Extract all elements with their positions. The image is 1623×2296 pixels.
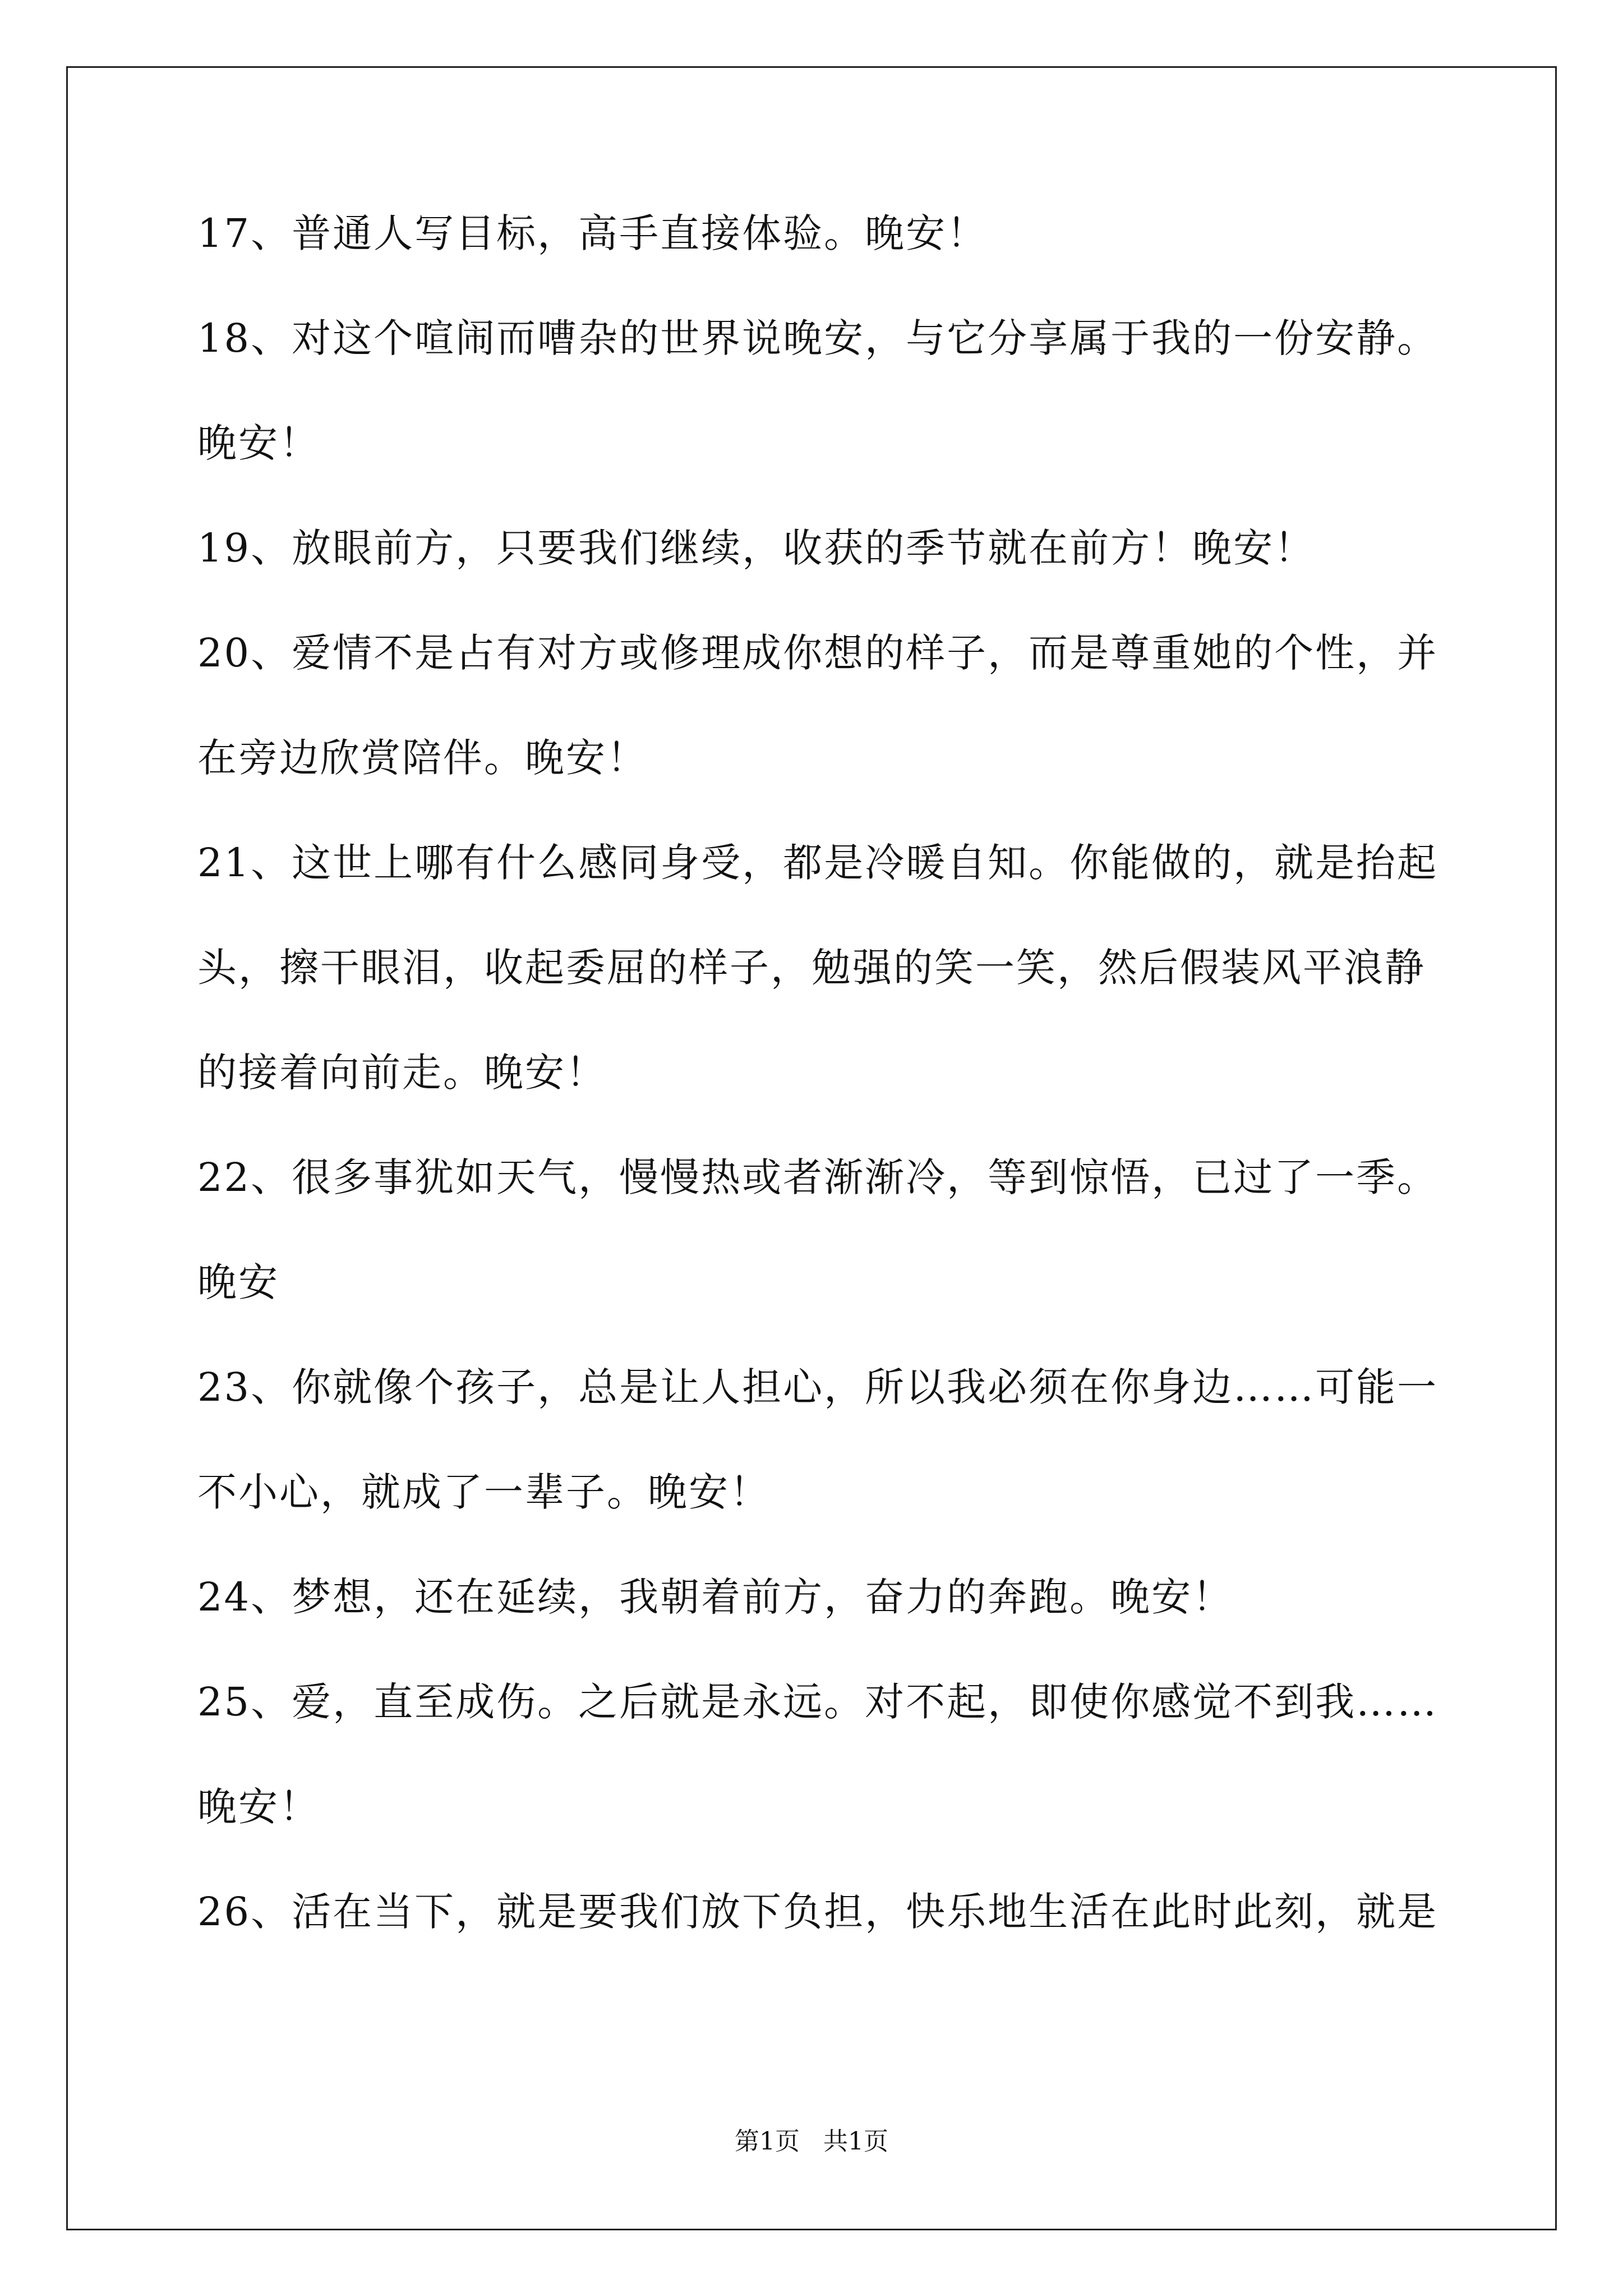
- text-line-item-24: 24、梦想，还在延续，我朝着前方，奋力的奔跑。晚安！: [197, 1574, 1234, 1620]
- text-line-item-20-cont: 在旁边欣赏陪伴。晚安！: [197, 735, 648, 781]
- text-line-item-22-cont: 晚安: [197, 1259, 279, 1305]
- text-line-item-23: 23、你就像个孩子，总是让人担心，所以我必须在你身边……可能一: [197, 1364, 1438, 1410]
- text-line-item-22: 22、很多事犹如天气，慢慢热或者渐渐冷，等到惊悟，已过了一季。: [197, 1154, 1438, 1200]
- text-line-item-25-cont: 晚安！: [197, 1784, 320, 1830]
- text-line-item-21-cont2: 的接着向前走。晚安！: [197, 1050, 607, 1096]
- text-line-item-18: 18、对这个喧闹而嘈杂的世界说晚安，与它分享属于我的一份安静。: [197, 315, 1438, 361]
- text-line-item-19: 19、放眼前方，只要我们继续，收获的季节就在前方！晚安！: [197, 525, 1316, 571]
- text-line-item-18-cont: 晚安！: [197, 420, 320, 466]
- text-line-item-23-cont: 不小心，就成了一辈子。晚安！: [197, 1469, 771, 1515]
- text-line-item-26: 26、活在当下，就是要我们放下负担，快乐地生活在此时此刻，就是: [197, 1889, 1438, 1935]
- text-line-item-17: 17、普通人写目标，高手直接体验。晚安！: [197, 210, 988, 256]
- page-footer: 第1页 共1页: [735, 2127, 888, 2156]
- text-line-item-21: 21、这世上哪有什么感同身受，都是冷暖自知。你能做的，就是抬起: [197, 840, 1438, 886]
- text-line-item-21-cont: 头，擦干眼泪，收起委屈的样子，勉强的笑一笑，然后假装风平浪静: [197, 945, 1426, 991]
- text-line-item-25: 25、爱，直至成伤。之后就是永远。对不起，即使你感觉不到我……: [197, 1679, 1438, 1725]
- text-line-item-20: 20、爱情不是占有对方或修理成你想的样子，而是尊重她的个性，并: [197, 630, 1438, 676]
